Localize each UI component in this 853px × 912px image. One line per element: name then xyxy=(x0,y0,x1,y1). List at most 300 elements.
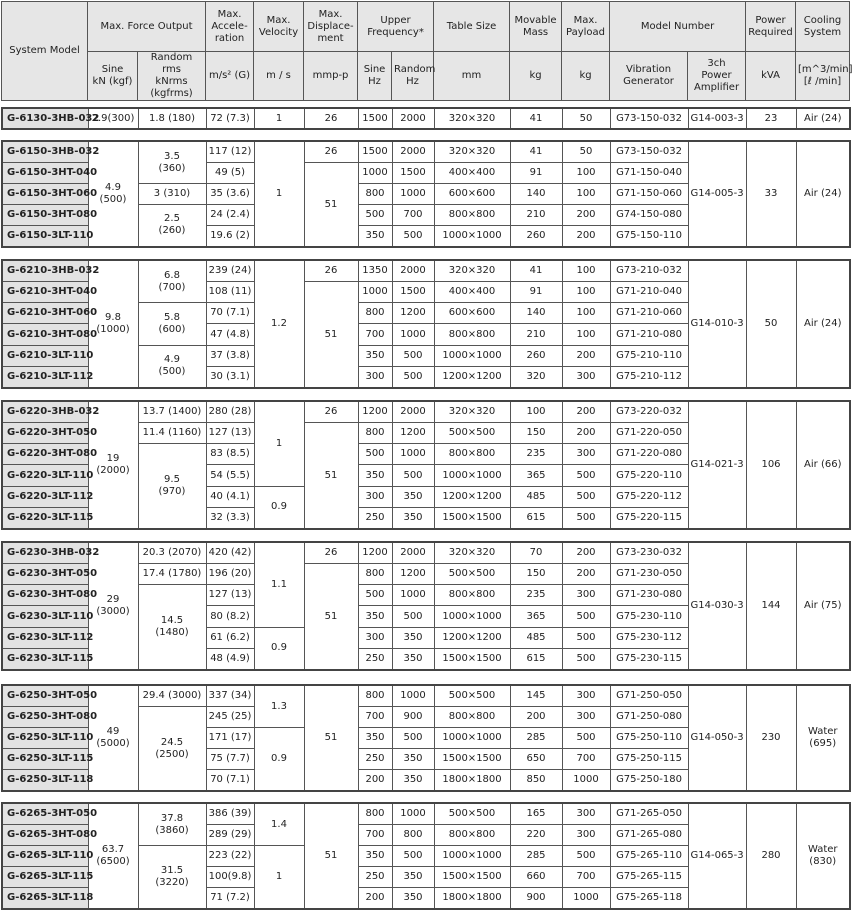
sine-force-cell: 19 (2000) xyxy=(88,401,138,529)
accel-cell: 32 (3.3) xyxy=(206,507,254,529)
payload-cell: 200 xyxy=(562,204,610,225)
payload-cell: 500 xyxy=(562,486,610,507)
accel-cell: 100(9.8) xyxy=(206,866,254,887)
freq-random-cell: 500 xyxy=(392,606,434,627)
table-size-cell: 1000×1000 xyxy=(434,846,510,867)
accel-cell: 37 (3.8) xyxy=(206,345,254,366)
random-force-cell: 14.5 (1480) xyxy=(138,585,206,670)
model-cell: G-6220-3LT-112 xyxy=(2,486,88,507)
generator-cell: G71-210-060 xyxy=(610,303,688,324)
mass-cell: 235 xyxy=(510,585,562,606)
payload-cell: 100 xyxy=(562,163,610,184)
mass-cell: 150 xyxy=(510,423,562,444)
table-size-cell: 1200×1200 xyxy=(434,627,510,648)
table-size-cell: 800×800 xyxy=(434,825,510,846)
table-size-cell: 1800×1800 xyxy=(434,887,510,909)
freq-random-cell: 350 xyxy=(392,866,434,887)
accel-cell: 117 (12) xyxy=(206,141,254,163)
freq-sine-cell: 800 xyxy=(358,685,392,707)
accel-cell: 35 (3.6) xyxy=(206,184,254,205)
displacement-cell: 26 xyxy=(304,108,358,129)
payload-cell: 50 xyxy=(562,108,610,129)
header-random-force: Random rms kNrms (kgfrms) xyxy=(138,52,206,101)
random-force-cell: 2.5 (260) xyxy=(138,204,206,247)
model-cell: G-6250-3HT-080 xyxy=(2,707,88,728)
random-force-cell: 17.4 (1780) xyxy=(138,564,206,585)
accel-cell: 47 (4.8) xyxy=(206,324,254,345)
freq-sine-cell: 800 xyxy=(358,303,392,324)
freq-random-cell: 1000 xyxy=(392,444,434,465)
payload-cell: 100 xyxy=(562,303,610,324)
table-size-cell: 1200×1200 xyxy=(434,366,510,388)
amplifier-cell: G14-003-3 xyxy=(688,108,746,129)
freq-random-cell: 350 xyxy=(392,769,434,791)
velocity-cell: 1 xyxy=(254,846,304,909)
freq-sine-cell: 200 xyxy=(358,769,392,791)
generator-cell: G71-265-050 xyxy=(610,803,688,825)
power-cell: 50 xyxy=(746,260,796,388)
model-cell: G-6250-3HT-050 xyxy=(2,685,88,707)
freq-random-cell: 350 xyxy=(392,887,434,909)
table-size-cell: 1500×1500 xyxy=(434,748,510,769)
group-g6130 xyxy=(1,107,851,130)
generator-cell: G75-220-110 xyxy=(610,465,688,486)
header-table-unit: mm xyxy=(434,52,510,101)
freq-sine-cell: 1500 xyxy=(358,108,392,129)
model-cell: G-6230-3LT-110 xyxy=(2,606,88,627)
table-row xyxy=(2,542,850,564)
freq-random-cell: 1500 xyxy=(392,163,434,184)
model-cell: G-6250-3LT-118 xyxy=(2,769,88,791)
payload-cell: 500 xyxy=(562,648,610,670)
accel-cell: 72 (7.3) xyxy=(206,108,254,129)
power-cell: 230 xyxy=(746,685,796,791)
mass-cell: 615 xyxy=(510,648,562,670)
freq-random-cell: 500 xyxy=(392,846,434,867)
freq-random-cell: 350 xyxy=(392,486,434,507)
freq-sine-cell: 350 xyxy=(358,345,392,366)
random-force-cell: 37.8 (3860) xyxy=(138,803,206,846)
model-cell: G-6230-3HT-080 xyxy=(2,585,88,606)
sine-force-cell: 29 (3000) xyxy=(88,542,138,670)
random-force-cell: 20.3 (2070) xyxy=(138,542,206,564)
generator-cell: G73-210-032 xyxy=(610,260,688,282)
model-cell: G-6210-3HB-032 xyxy=(2,260,88,282)
header-power-unit: kVA xyxy=(746,52,796,101)
mass-cell: 41 xyxy=(510,108,562,129)
accel-cell: 48 (4.9) xyxy=(206,648,254,670)
payload-cell: 200 xyxy=(562,225,610,247)
table-size-cell: 320×320 xyxy=(434,542,510,564)
table-size-cell: 600×600 xyxy=(434,184,510,205)
random-force-cell: 5.8 (600) xyxy=(138,303,206,345)
model-cell: G-6220-3LT-110 xyxy=(2,465,88,486)
freq-sine-cell: 700 xyxy=(358,324,392,345)
payload-cell: 200 xyxy=(562,423,610,444)
payload-cell: 300 xyxy=(562,707,610,728)
freq-random-cell: 1000 xyxy=(392,324,434,345)
mass-cell: 615 xyxy=(510,507,562,529)
displacement-cell: 26 xyxy=(304,141,358,163)
freq-random-cell: 500 xyxy=(392,345,434,366)
accel-cell: 70 (7.1) xyxy=(206,303,254,324)
sine-force-cell: 63.7 (6500) xyxy=(88,803,138,909)
accel-cell: 75 (7.7) xyxy=(206,748,254,769)
random-force-cell: 13.7 (1400) xyxy=(138,401,206,423)
generator-cell: G75-250-180 xyxy=(610,769,688,791)
freq-sine-cell: 1350 xyxy=(358,260,392,282)
generator-cell: G71-265-080 xyxy=(610,825,688,846)
generator-cell: G71-230-050 xyxy=(610,564,688,585)
freq-random-cell: 350 xyxy=(392,748,434,769)
mass-cell: 285 xyxy=(510,846,562,867)
accel-cell: 289 (29) xyxy=(206,825,254,846)
freq-sine-cell: 250 xyxy=(358,748,392,769)
displacement-cell: 51 xyxy=(304,803,358,909)
header-sine-force: Sine kN (kgf) xyxy=(88,52,138,101)
velocity-cell: 1.4 xyxy=(254,803,304,846)
random-force-cell: 4.9 (500) xyxy=(138,345,206,388)
accel-cell: 239 (24) xyxy=(206,260,254,282)
amplifier-cell: G14-010-3 xyxy=(688,260,746,388)
accel-cell: 49 (5) xyxy=(206,163,254,184)
generator-cell: G73-220-032 xyxy=(610,401,688,423)
table-size-cell: 320×320 xyxy=(434,108,510,129)
table-size-cell: 1000×1000 xyxy=(434,606,510,627)
table-size-cell: 400×400 xyxy=(434,282,510,303)
generator-cell: G71-230-080 xyxy=(610,585,688,606)
freq-random-cell: 2000 xyxy=(392,108,434,129)
mass-cell: 285 xyxy=(510,728,562,749)
mass-cell: 41 xyxy=(510,141,562,163)
group-g6265 xyxy=(1,802,851,910)
header-model-number: Model Number xyxy=(610,2,746,52)
generator-cell: G75-220-115 xyxy=(610,507,688,529)
freq-random-cell: 500 xyxy=(392,366,434,388)
table-row xyxy=(2,401,850,423)
random-force-cell: 6.8 (700) xyxy=(138,260,206,303)
model-cell: G-6150-3HT-080 xyxy=(2,204,88,225)
generator-cell: G75-250-115 xyxy=(610,748,688,769)
table-size-cell: 320×320 xyxy=(434,260,510,282)
accel-cell: 223 (22) xyxy=(206,846,254,867)
random-force-cell: 3 (310) xyxy=(138,184,206,205)
sine-force-cell: 9.8 (1000) xyxy=(88,260,138,388)
sine-force-cell: 4.9 (500) xyxy=(88,141,138,247)
table-size-cell: 600×600 xyxy=(434,303,510,324)
generator-cell: G73-150-032 xyxy=(610,108,688,129)
accel-cell: 337 (34) xyxy=(206,685,254,707)
table-row xyxy=(2,803,850,825)
table-size-cell: 500×500 xyxy=(434,803,510,825)
payload-cell: 1000 xyxy=(562,769,610,791)
table-size-cell: 1000×1000 xyxy=(434,345,510,366)
freq-sine-cell: 200 xyxy=(358,887,392,909)
model-cell: G-6265-3HT-050 xyxy=(2,803,88,825)
accel-cell: 196 (20) xyxy=(206,564,254,585)
freq-sine-cell: 250 xyxy=(358,866,392,887)
freq-random-cell: 800 xyxy=(392,825,434,846)
mass-cell: 91 xyxy=(510,282,562,303)
mass-cell: 365 xyxy=(510,465,562,486)
table-size-cell: 800×800 xyxy=(434,707,510,728)
amplifier-cell: G14-050-3 xyxy=(688,685,746,791)
table-size-cell: 1800×1800 xyxy=(434,769,510,791)
model-cell: G-6230-3LT-112 xyxy=(2,627,88,648)
model-cell: G-6210-3HT-060 xyxy=(2,303,88,324)
table-row xyxy=(2,141,850,163)
freq-sine-cell: 1200 xyxy=(358,401,392,423)
header-table xyxy=(1,1,853,101)
cooling-cell: Air (66) xyxy=(796,401,850,529)
freq-random-cell: 350 xyxy=(392,507,434,529)
table-size-cell: 500×500 xyxy=(434,423,510,444)
mass-cell: 91 xyxy=(510,163,562,184)
model-cell: G-6220-3LT-115 xyxy=(2,507,88,529)
mass-cell: 260 xyxy=(510,225,562,247)
mass-cell: 365 xyxy=(510,606,562,627)
generator-cell: G75-210-110 xyxy=(610,345,688,366)
payload-cell: 500 xyxy=(562,627,610,648)
generator-cell: G75-220-112 xyxy=(610,486,688,507)
accel-cell: 280 (28) xyxy=(206,401,254,423)
mass-cell: 145 xyxy=(510,685,562,707)
freq-random-cell: 1200 xyxy=(392,303,434,324)
model-cell: G-6250-3LT-115 xyxy=(2,748,88,769)
mass-cell: 150 xyxy=(510,564,562,585)
mass-cell: 200 xyxy=(510,707,562,728)
header-max-payload: Max. Payload xyxy=(562,2,610,52)
accel-cell: 40 (4.1) xyxy=(206,486,254,507)
payload-cell: 200 xyxy=(562,564,610,585)
cooling-cell: Air (24) xyxy=(796,108,850,129)
displacement-cell: 51 xyxy=(304,564,358,670)
model-cell: G-6265-3LT-110 xyxy=(2,846,88,867)
freq-random-cell: 1000 xyxy=(392,585,434,606)
mass-cell: 70 xyxy=(510,542,562,564)
model-cell: G-6220-3HT-050 xyxy=(2,423,88,444)
generator-cell: G75-230-112 xyxy=(610,627,688,648)
freq-random-cell: 2000 xyxy=(392,141,434,163)
accel-cell: 80 (8.2) xyxy=(206,606,254,627)
model-cell: G-6210-3HT-040 xyxy=(2,282,88,303)
random-force-cell: 1.8 (180) xyxy=(138,108,206,129)
freq-sine-cell: 800 xyxy=(358,184,392,205)
payload-cell: 500 xyxy=(562,846,610,867)
payload-cell: 500 xyxy=(562,465,610,486)
header-cooling-system: Cooling System xyxy=(796,2,850,52)
payload-cell: 300 xyxy=(562,825,610,846)
freq-sine-cell: 800 xyxy=(358,423,392,444)
generator-cell: G71-210-040 xyxy=(610,282,688,303)
table-row xyxy=(2,108,850,129)
amplifier-cell: G14-065-3 xyxy=(688,803,746,909)
model-cell: G-6210-3LT-110 xyxy=(2,345,88,366)
velocity-cell: 0.9 xyxy=(254,627,304,670)
model-cell: G-6150-3HT-040 xyxy=(2,163,88,184)
mass-cell: 650 xyxy=(510,748,562,769)
payload-cell: 100 xyxy=(562,324,610,345)
model-cell: G-6230-3HT-050 xyxy=(2,564,88,585)
generator-cell: G75-265-118 xyxy=(610,887,688,909)
header-accel-unit: m/s² (G) xyxy=(206,52,254,101)
mass-cell: 235 xyxy=(510,444,562,465)
header-power-required: Power Required xyxy=(746,2,796,52)
table-size-cell: 1500×1500 xyxy=(434,648,510,670)
freq-random-cell: 1200 xyxy=(392,423,434,444)
payload-cell: 100 xyxy=(562,282,610,303)
table-size-cell: 500×500 xyxy=(434,685,510,707)
velocity-cell: 1 xyxy=(254,108,304,129)
payload-cell: 1000 xyxy=(562,887,610,909)
accel-cell: 83 (8.5) xyxy=(206,444,254,465)
model-cell: G-6250-3LT-110 xyxy=(2,728,88,749)
mass-cell: 100 xyxy=(510,401,562,423)
velocity-cell: 0.9 xyxy=(254,486,304,529)
table-size-cell: 1000×1000 xyxy=(434,728,510,749)
mass-cell: 260 xyxy=(510,345,562,366)
displacement-cell: 51 xyxy=(304,282,358,388)
velocity-cell: 1 xyxy=(254,401,304,486)
group-g6250 xyxy=(1,684,851,792)
freq-random-cell: 1500 xyxy=(392,282,434,303)
header-mass-unit: kg xyxy=(510,52,562,101)
payload-cell: 500 xyxy=(562,507,610,529)
mass-cell: 210 xyxy=(510,324,562,345)
model-cell: G-6265-3LT-115 xyxy=(2,866,88,887)
payload-cell: 500 xyxy=(562,606,610,627)
cooling-cell: Water (830) xyxy=(796,803,850,909)
generator-cell: G71-150-040 xyxy=(610,163,688,184)
accel-cell: 108 (11) xyxy=(206,282,254,303)
accel-cell: 171 (17) xyxy=(206,728,254,749)
power-cell: 106 xyxy=(746,401,796,529)
mass-cell: 220 xyxy=(510,825,562,846)
freq-random-cell: 2000 xyxy=(392,401,434,423)
table-row xyxy=(2,260,850,282)
group-g6220 xyxy=(1,400,851,530)
model-cell: G-6230-3HB-032 xyxy=(2,542,88,564)
freq-sine-cell: 350 xyxy=(358,846,392,867)
model-cell: G-6150-3LT-110 xyxy=(2,225,88,247)
freq-sine-cell: 300 xyxy=(358,486,392,507)
model-cell: G-6150-3HB-032 xyxy=(2,141,88,163)
displacement-cell: 51 xyxy=(304,163,358,247)
header-power-amplifier: 3ch Power Amplifier xyxy=(688,52,746,101)
generator-cell: G75-265-110 xyxy=(610,846,688,867)
power-cell: 280 xyxy=(746,803,796,909)
freq-sine-cell: 300 xyxy=(358,627,392,648)
generator-cell: G71-220-080 xyxy=(610,444,688,465)
header-cooling-unit: [m^3/min] [ℓ /min] xyxy=(796,52,850,101)
mass-cell: 165 xyxy=(510,803,562,825)
header-system-model: System Model xyxy=(2,2,88,101)
freq-sine-cell: 250 xyxy=(358,648,392,670)
freq-random-cell: 700 xyxy=(392,204,434,225)
freq-random-cell: 900 xyxy=(392,707,434,728)
model-cell: G-6210-3HT-080 xyxy=(2,324,88,345)
group-g6150 xyxy=(1,140,851,248)
accel-cell: 19.6 (2) xyxy=(206,225,254,247)
table-size-cell: 800×800 xyxy=(434,204,510,225)
table-size-cell: 1500×1500 xyxy=(434,866,510,887)
table-size-cell: 320×320 xyxy=(434,141,510,163)
generator-cell: G71-250-080 xyxy=(610,707,688,728)
table-row xyxy=(2,685,850,707)
table-size-cell: 800×800 xyxy=(434,585,510,606)
payload-cell: 50 xyxy=(562,141,610,163)
freq-sine-cell: 350 xyxy=(358,606,392,627)
generator-cell: G73-150-032 xyxy=(610,141,688,163)
freq-random-cell: 2000 xyxy=(392,260,434,282)
generator-cell: G74-150-080 xyxy=(610,204,688,225)
payload-cell: 200 xyxy=(562,401,610,423)
velocity-cell: 1.3 xyxy=(254,685,304,728)
table-size-cell: 400×400 xyxy=(434,163,510,184)
group-g6210 xyxy=(1,259,851,389)
freq-random-cell: 1000 xyxy=(392,184,434,205)
payload-cell: 200 xyxy=(562,345,610,366)
displacement-cell: 51 xyxy=(304,685,358,791)
generator-cell: G75-250-110 xyxy=(610,728,688,749)
payload-cell: 700 xyxy=(562,748,610,769)
payload-cell: 100 xyxy=(562,184,610,205)
velocity-cell: 1.1 xyxy=(254,542,304,627)
header-max-force-output: Max. Force Output xyxy=(88,2,206,52)
header-max-velocity: Max. Velocity xyxy=(254,2,304,52)
displacement-cell: 51 xyxy=(304,423,358,529)
displacement-cell: 26 xyxy=(304,260,358,282)
freq-sine-cell: 700 xyxy=(358,707,392,728)
mass-cell: 140 xyxy=(510,303,562,324)
random-force-cell: 29.4 (3000) xyxy=(138,685,206,707)
table-size-cell: 1500×1500 xyxy=(434,507,510,529)
model-cell: G-6230-3LT-115 xyxy=(2,648,88,670)
sine-force-cell: 2.9(300) xyxy=(88,108,138,129)
power-cell: 144 xyxy=(746,542,796,670)
model-cell: G-6265-3HT-080 xyxy=(2,825,88,846)
cooling-cell: Water (695) xyxy=(796,685,850,791)
generator-cell: G75-150-110 xyxy=(610,225,688,247)
velocity-cell: 0.9 xyxy=(254,728,304,791)
freq-sine-cell: 350 xyxy=(358,728,392,749)
cooling-cell: Air (24) xyxy=(796,141,850,247)
mass-cell: 485 xyxy=(510,627,562,648)
freq-sine-cell: 500 xyxy=(358,204,392,225)
model-cell: G-6210-3LT-112 xyxy=(2,366,88,388)
generator-cell: G71-220-050 xyxy=(610,423,688,444)
mass-cell: 210 xyxy=(510,204,562,225)
random-force-cell: 31.5 (3220) xyxy=(138,846,206,909)
power-cell: 33 xyxy=(746,141,796,247)
freq-sine-cell: 350 xyxy=(358,465,392,486)
payload-cell: 200 xyxy=(562,542,610,564)
mass-cell: 140 xyxy=(510,184,562,205)
sine-force-cell: 49 (5000) xyxy=(88,685,138,791)
model-cell: G-6220-3HT-080 xyxy=(2,444,88,465)
accel-cell: 71 (7.2) xyxy=(206,887,254,909)
generator-cell: G73-230-032 xyxy=(610,542,688,564)
random-force-cell: 11.4 (1160) xyxy=(138,423,206,444)
payload-cell: 100 xyxy=(562,260,610,282)
generator-cell: G71-250-050 xyxy=(610,685,688,707)
cooling-cell: Air (24) xyxy=(796,260,850,388)
accel-cell: 127 (13) xyxy=(206,423,254,444)
accel-cell: 127 (13) xyxy=(206,585,254,606)
generator-cell: G71-150-060 xyxy=(610,184,688,205)
freq-random-cell: 2000 xyxy=(392,542,434,564)
generator-cell: G75-230-115 xyxy=(610,648,688,670)
